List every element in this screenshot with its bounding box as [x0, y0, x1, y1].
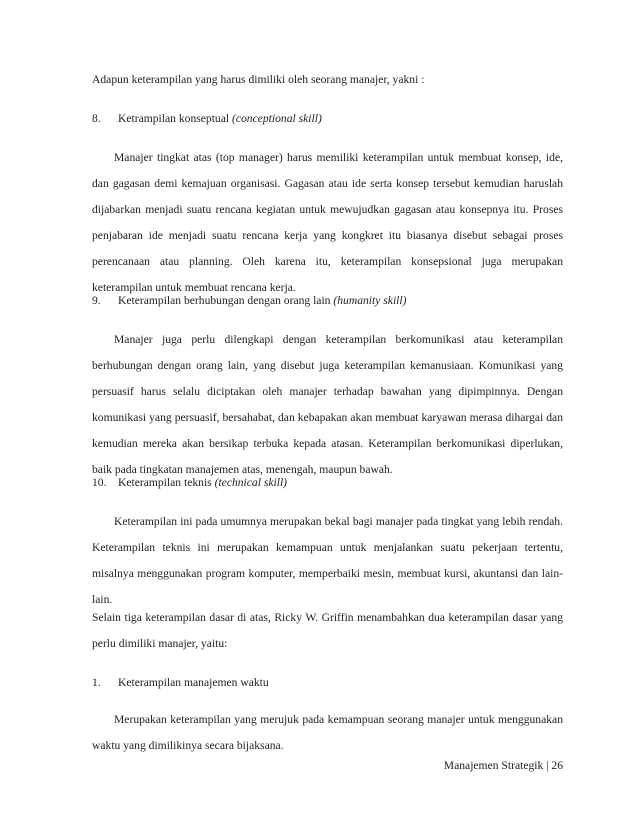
section-9-heading: [92, 288, 563, 314]
section-8-title: Ketrampilan konseptual: [118, 112, 230, 125]
section-10-title: Keterampilan teknis: [118, 476, 212, 489]
section-9-title-en: (humanity skill): [333, 294, 407, 307]
section-10-number: 10.: [92, 476, 107, 489]
intro-text: Adapun keterampilan yang harus dimiliki oleh seorang manajer, yakni :: [92, 73, 425, 86]
section-9-title: Keterampilan berhubungan dengan orang lain: [118, 294, 331, 307]
extra-section-heading: [92, 670, 563, 696]
page-footer: Manajemen Strategik | 26: [443, 759, 563, 772]
section-8-heading: [92, 106, 563, 132]
extra-section-title: Keterampilan manajemen waktu: [118, 676, 269, 689]
section-8-number: 8.: [92, 112, 101, 125]
section-10-heading: [92, 470, 563, 496]
extra-section-number: 1.: [92, 676, 101, 689]
section-10-paragraph: Keterampilan ini pada umumnya merupakan bekal bagi manajer pada tingkat yang lebih rendah. Keterampilan teknis ini merupakan kemampuan untuk menjalankan suatu pekerjaan tertentu, misalnya menggunakan program komputer, memperbaiki mesin, membuat kursi, akuntansi dan lain-lain.: [92, 515, 563, 606]
section-9-paragraph: Manajer juga perlu dilengkapi dengan keterampilan berkomunikasi atau keterampilan berhubungan dengan orang lain, yang disebut juga keterampilan kemanusiaan. Komunikasi yang persuasif harus selalu diciptakan oleh manajer terhadap bawahan yang dipimpinnya. Dengan komunikasi yang persuasif, bersahabat, dan kebapakan akan membuat karyawan merasa dihargai dan kemudian mereka akan bersikap terbuka kepada atasan. Keterampilan berkomunikasi diperlukan, baik pada tingkatan manajemen atas, menengah, maupun bawah.: [92, 333, 563, 476]
section-8-paragraph: Manajer tingkat atas (top manager) harus memiliki keterampilan untuk membuat konsep, ide, dan gagasan demi kemajuan organisasi. Gagasan atau ide serta konsep tersebut kemudian haruslah dijabarkan menjadi suatu rencana kegiatan untuk mewujudkan gagasan atau konsepnya itu. Proses penjabaran ide menjadi suatu rencana kerja yang kongkret itu biasanya disebut sebagai proses perencanaan atau planning. Oleh karena itu, keterampilan konsepsional juga merupakan keterampilan untuk membuat rencana kerja.: [92, 151, 563, 294]
extra-section-paragraph: Merupakan keterampilan yang merujuk pada kemampuan seorang manajer untuk menggunakan waktu yang dimilikinya secara bijaksana.: [92, 713, 563, 752]
section-8-title-en: (conceptional skill): [231, 112, 322, 125]
section-10-title-en: (technical skill): [214, 476, 288, 489]
closing-paragraph: Selain tiga keterampilan dasar di atas, Ricky W. Griffin menambahkan dua keterampilan dasar yang perlu dimiliki manajer, yaitu:: [92, 611, 563, 650]
section-9-number: 9.: [92, 294, 101, 307]
